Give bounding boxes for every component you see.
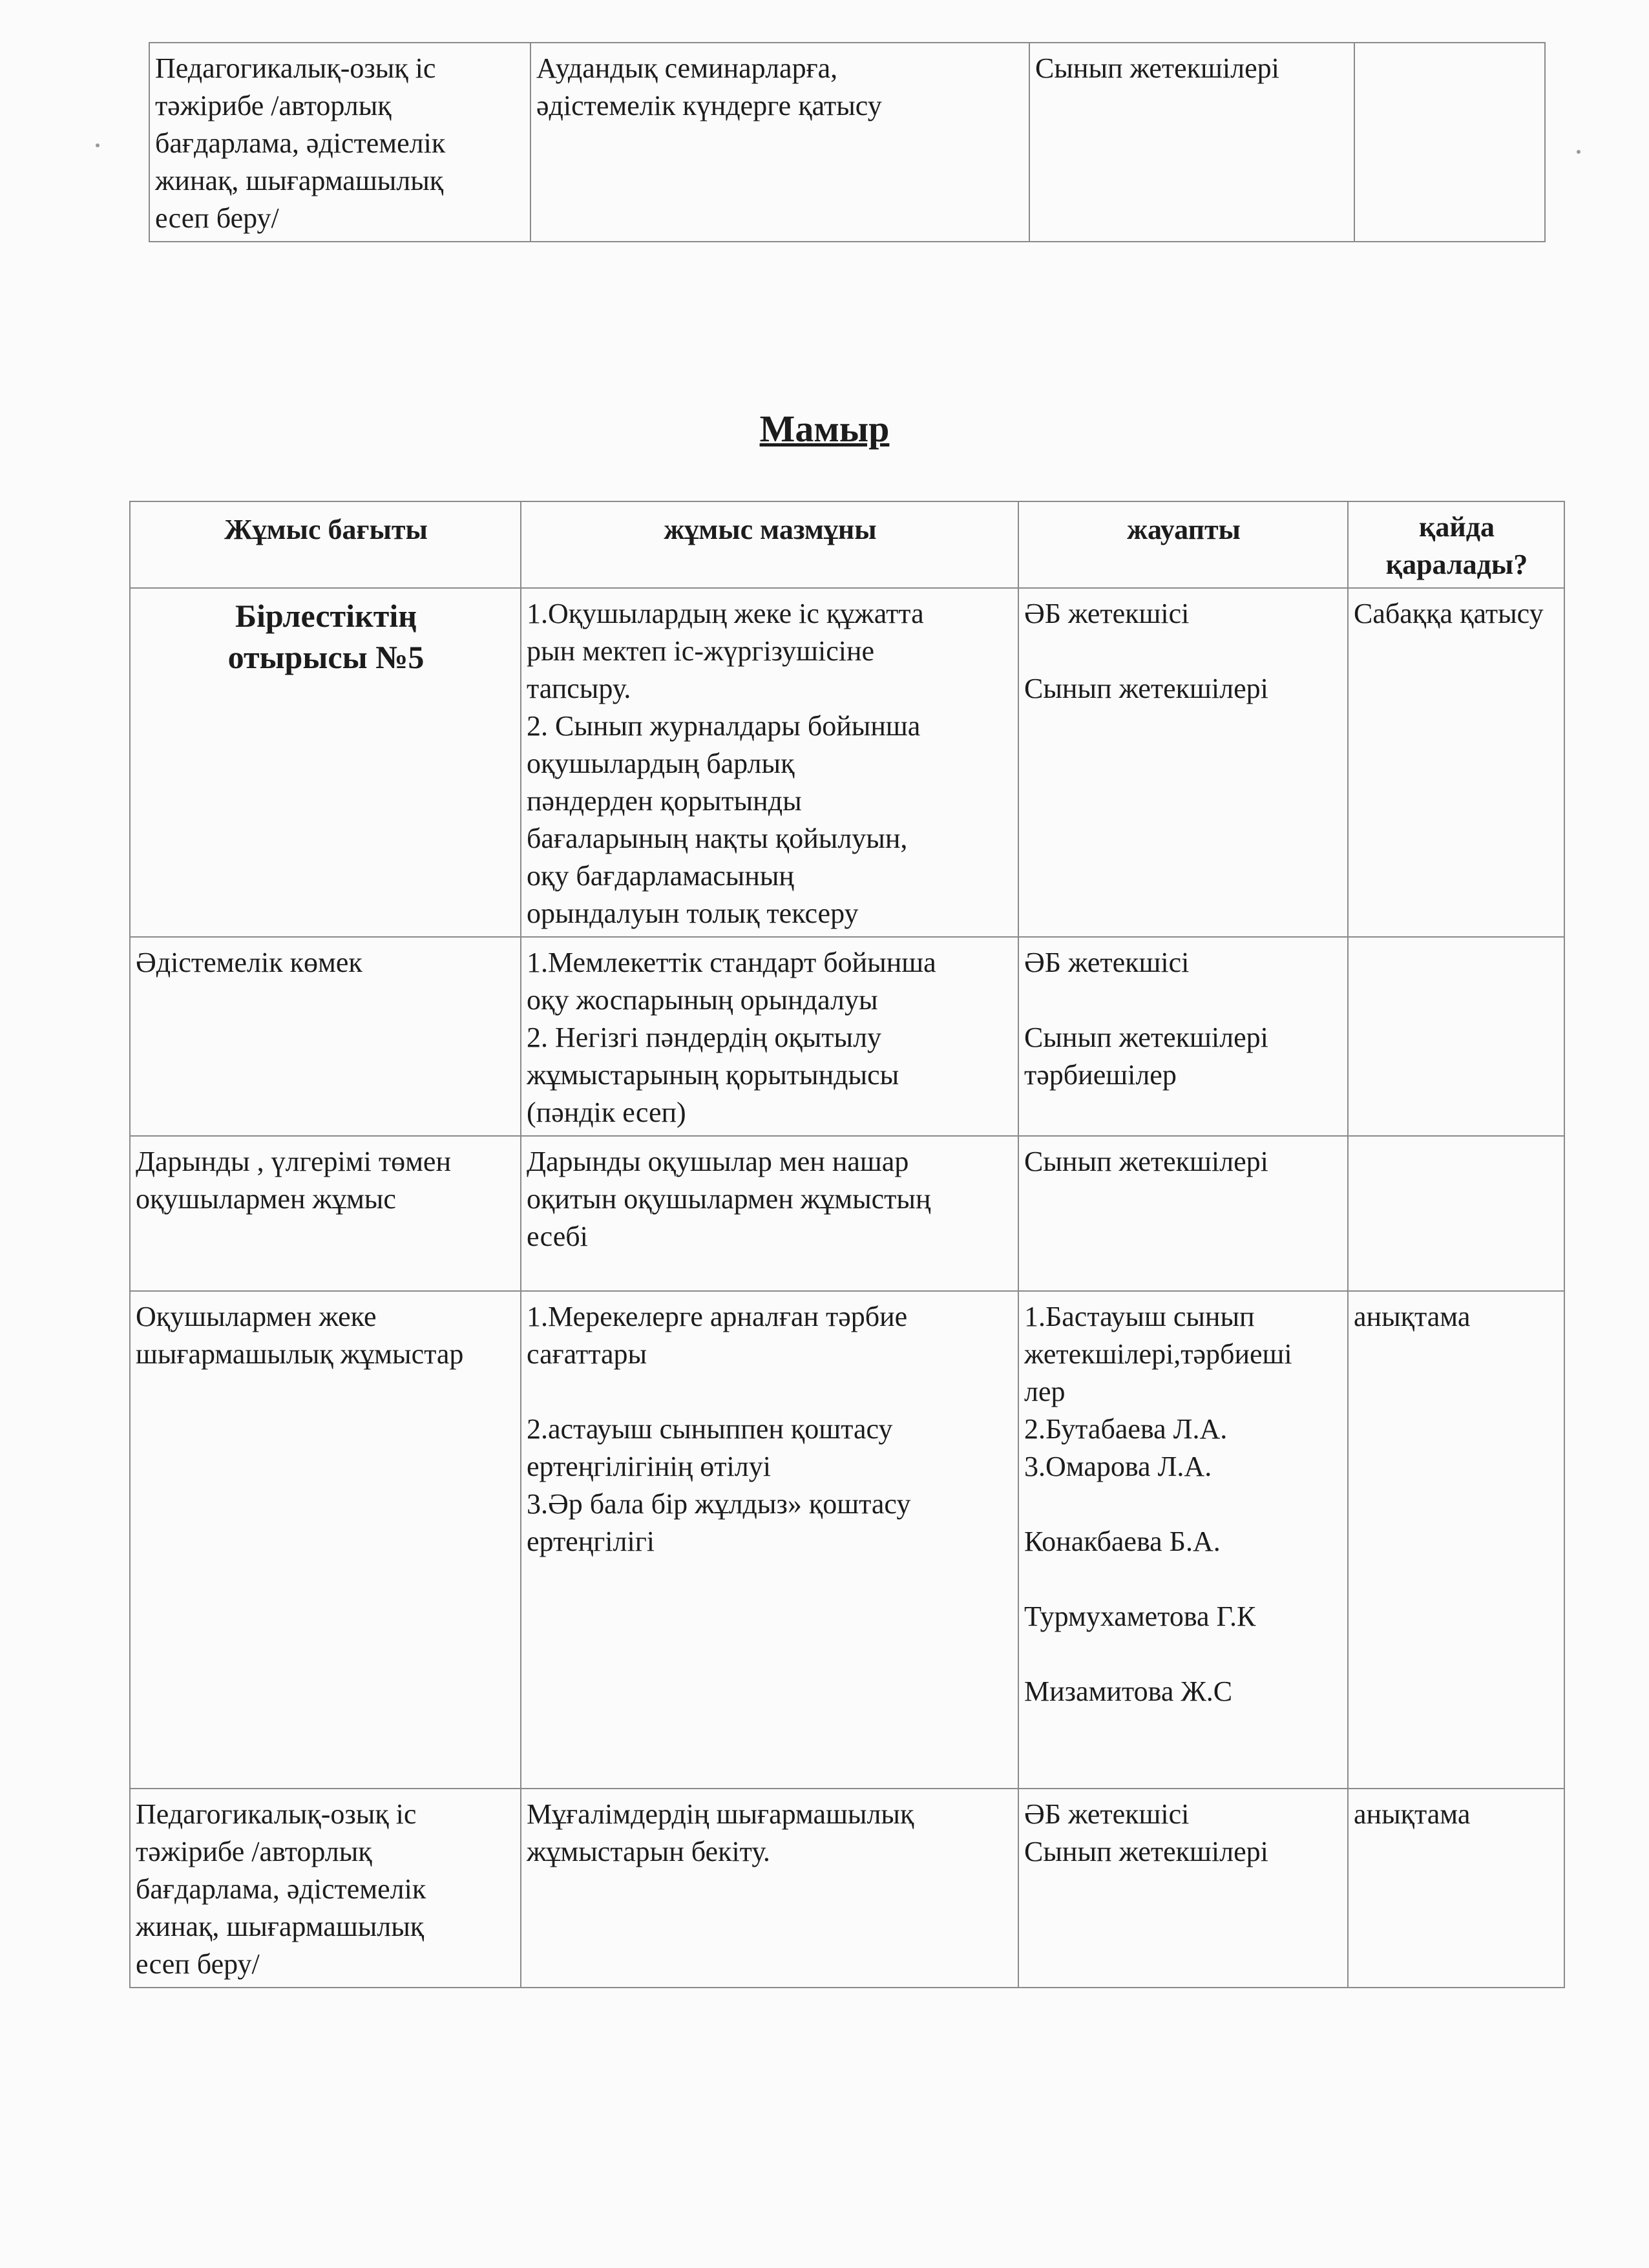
cell-where-reviewed xyxy=(1348,1291,1564,1789)
cell-line: ертеңгілігінің өтілуі xyxy=(527,1451,771,1482)
cell-line: Педагогикалық-озық іс xyxy=(155,52,436,84)
cell-line xyxy=(1024,633,1343,670)
header-content: жұмыс мазмұны xyxy=(521,501,1018,588)
cell-line xyxy=(1024,982,1343,1019)
cell-line: тәжірибе /авторлық xyxy=(136,1836,372,1867)
cell-where-reviewed xyxy=(1348,1789,1564,1988)
cell-line: оқитын оқушылармен жұмыстың xyxy=(527,1183,931,1215)
cell-responsible xyxy=(1018,588,1348,937)
cell-line: бағдарлама, әдістемелік xyxy=(155,127,446,159)
table-row xyxy=(130,937,1564,1136)
cell-line: 3.Омарова Л.А. xyxy=(1024,1451,1212,1482)
header-row xyxy=(130,501,1564,588)
cell-line: жұмыстарын бекіту. xyxy=(527,1836,770,1867)
cell-line: жинақ, шығармашылық xyxy=(155,165,444,196)
cell-where-reviewed xyxy=(1348,588,1564,937)
cell-line: Мұғалімдердің шығармашылық xyxy=(527,1798,914,1830)
cell-line: Дарынды , үлгерімі төмен xyxy=(136,1146,451,1177)
cell-line: 3.Әр бала бір жұлдыз» қоштасу xyxy=(527,1488,911,1520)
cell-line: оқушылардың барлық xyxy=(527,748,795,779)
cell-line: қайда xyxy=(1419,511,1495,543)
table-row xyxy=(130,1789,1564,1988)
cell-line: есеп беру/ xyxy=(136,1948,260,1980)
cell-line: пәндерден қорытынды xyxy=(527,785,802,817)
cell-line: Мизамитова Ж.С xyxy=(1024,1675,1233,1707)
cell-content xyxy=(521,937,1018,1136)
cell-line: қаралады? xyxy=(1385,549,1528,580)
cell-line: ӘБ жетекшісі xyxy=(1024,947,1190,978)
cell-where-reviewed xyxy=(1348,937,1564,1136)
cell-line: орындалуын толық тексеру xyxy=(527,898,859,929)
cell-content xyxy=(521,1291,1018,1789)
cell-content xyxy=(521,1789,1018,1988)
cell-line: оқу бағдарламасының xyxy=(527,860,794,892)
section-title: Мамыр xyxy=(759,408,890,450)
cell-responsible xyxy=(1018,1136,1348,1291)
cell-line: Турмухаметова Г.К xyxy=(1024,1601,1256,1632)
scan-speck xyxy=(1577,150,1581,154)
cell-direction xyxy=(130,937,521,1136)
cell-line: оқушылармен жұмыс xyxy=(136,1183,396,1215)
cell-direction xyxy=(149,43,530,242)
cell-line: лер xyxy=(1024,1376,1066,1407)
cell-line: Бірлестіктің xyxy=(235,598,417,634)
cell-line: бағаларының нақты қойылуын, xyxy=(527,823,908,854)
cell-line: шығармашылық жұмыстар xyxy=(136,1338,464,1370)
cell-line: Әдістемелік көмек xyxy=(136,947,362,978)
cell-line: 2. Сынып журналдары бойынша xyxy=(527,710,921,742)
cell-line: әдістемелік күндерге қатысу xyxy=(536,90,882,121)
cell-responsible xyxy=(1018,937,1348,1136)
table-row xyxy=(130,1291,1564,1789)
cell-line: жұмыстарының қорытындысы xyxy=(527,1059,899,1091)
cell-line: 2.Бутабаева Л.А. xyxy=(1024,1413,1228,1445)
table-row xyxy=(149,43,1545,242)
cell-line: Конакбаева Б.А. xyxy=(1024,1526,1221,1557)
cell-responsible xyxy=(1029,43,1354,242)
header-where-reviewed xyxy=(1348,501,1564,588)
cell-line: жетекшілері,тәрбиеші xyxy=(1024,1338,1292,1370)
cell-line: оқу жоспарының орындалуы xyxy=(527,984,878,1016)
cell-line: анықтама xyxy=(1354,1301,1471,1332)
cell-line: тапсыру. xyxy=(527,673,631,704)
header-direction: Жұмыс бағыты xyxy=(130,501,521,588)
header-responsible: жауапты xyxy=(1018,501,1348,588)
cell-direction xyxy=(130,1291,521,1789)
cell-line: есебі xyxy=(527,1221,588,1252)
cell-line: бағдарлама, әдістемелік xyxy=(136,1873,426,1905)
cell-line: ӘБ жетекшісі xyxy=(1024,1798,1190,1830)
cell-line xyxy=(527,1373,1014,1411)
cell-line: Сынып жетекшілері xyxy=(1024,673,1268,704)
cell-direction xyxy=(130,588,521,937)
cell-line: 1.Оқушылардың жеке іс құжатта xyxy=(527,598,924,629)
cell-line: рын мектеп іс-жүргізушісіне xyxy=(527,635,875,667)
scan-speck xyxy=(96,143,100,147)
cell-line: Оқушылармен жеке xyxy=(136,1301,377,1332)
cell-line: ӘБ жетекшісі xyxy=(1024,598,1190,629)
cell-line: жинақ, шығармашылық xyxy=(136,1911,425,1942)
cell-line: тәжірибе /авторлық xyxy=(155,90,392,121)
plan-table xyxy=(129,501,1565,1988)
cell-direction xyxy=(130,1136,521,1291)
table-row xyxy=(130,1136,1564,1291)
cell-line: 2.астауыш сыныппен қоштасу xyxy=(527,1413,893,1445)
cell-content xyxy=(530,43,1029,242)
table-row xyxy=(130,588,1564,937)
cell-line: ертеңгілігі xyxy=(527,1526,655,1557)
cell-line: 1.Мемлекеттік стандарт бойынша xyxy=(527,947,936,978)
continued-table xyxy=(149,42,1546,242)
cell-line: Сынып жетекшілері xyxy=(1024,1836,1268,1867)
cell-line: 1.Мерекелерге арналған тәрбие xyxy=(527,1301,908,1332)
cell-line xyxy=(1024,1560,1343,1598)
cell-where-reviewed xyxy=(1348,1136,1564,1291)
cell-line: Дарынды оқушылар мен нашар xyxy=(527,1146,909,1177)
cell-line: Сынып жетекшілері xyxy=(1024,1146,1268,1177)
cell-line: Сынып жетекшілері xyxy=(1024,1022,1268,1053)
cell-content xyxy=(521,1136,1018,1291)
cell-responsible xyxy=(1018,1789,1348,1988)
cell-responsible xyxy=(1018,1291,1348,1789)
cell-line: Аудандық семинарларға, xyxy=(536,52,838,84)
cell-line: отырысы №5 xyxy=(227,639,425,675)
cell-line: есеп беру/ xyxy=(155,202,279,234)
cell-line xyxy=(1024,1635,1343,1673)
cell-line: тәрбиешілер xyxy=(1024,1059,1177,1091)
cell-line: 2. Негізгі пәндердің оқытылу xyxy=(527,1022,882,1053)
cell-line: анықтама xyxy=(1354,1798,1471,1830)
cell-line: Педагогикалық-озық іс xyxy=(136,1798,417,1830)
cell-line: Сабаққа қатысу xyxy=(1354,598,1544,629)
cell-where-reviewed xyxy=(1354,43,1545,242)
cell-line: Сынып жетекшілері xyxy=(1035,52,1279,84)
cell-line: сағаттары xyxy=(527,1338,647,1370)
cell-content xyxy=(521,588,1018,937)
cell-line: (пәндік есеп) xyxy=(527,1097,686,1128)
cell-direction xyxy=(130,1789,521,1988)
cell-line: 1.Бастауыш сынып xyxy=(1024,1301,1255,1332)
cell-line xyxy=(1024,1486,1343,1523)
